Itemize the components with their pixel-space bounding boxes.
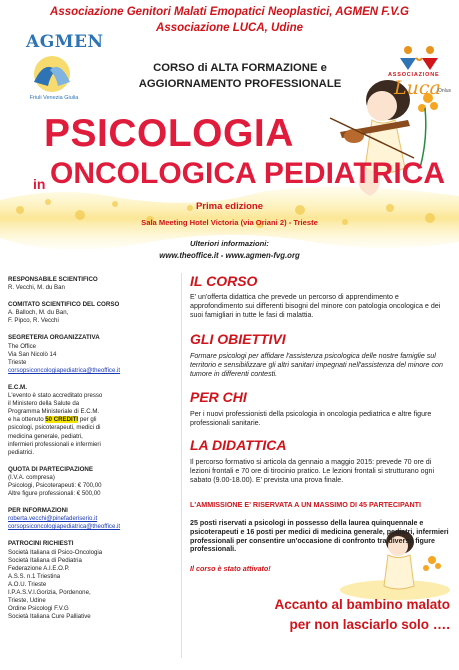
ecm-line-1: L'evento è stato accreditato presso [8, 392, 103, 400]
header-association-agmen: Associazione Genitori Malati Emopatici Neoplastici, AGMEN F.V.G [50, 6, 409, 18]
luca-logo-name: Luca [394, 77, 441, 99]
responsabile-block [8, 276, 178, 292]
ecm-line-4c: per gli [78, 416, 97, 424]
quota-heading: QUOTA DI PARTECIPAZIONE [8, 465, 94, 473]
ecm-line-4 [8, 416, 178, 424]
agmen-logo-region: Friuli Venezia Giulia [29, 95, 79, 101]
section-heading-didattica: LA DIDATTICA [190, 437, 287, 453]
quota-line-1: (I.V.A. compresa) [8, 473, 55, 481]
title-in: in [33, 176, 46, 192]
closing-slogan-line2: per non lasciarlo solo …. [289, 617, 450, 632]
quota-line-2: Psicologi, Psicoterapeuti: € 700,00 [8, 481, 102, 489]
agmen-logo [22, 32, 104, 104]
patrocini-item: Società Italiana di Psico-Oncologia [8, 548, 103, 556]
info-email-link-1[interactable]: roberta.vecchi@pinefaderiserio.it [8, 515, 98, 523]
course-type-line2: AGGIORNAMENTO PROFESSIONALE [138, 78, 342, 90]
agmen-logo-text: AGMEN [26, 32, 104, 52]
title-sub: ONCOLOGICA PEDIATRICA [50, 157, 445, 190]
title-main: PSICOLOGIA [44, 112, 294, 155]
segreteria-heading: SEGRETERIA ORGANIZZATIVA [8, 334, 100, 342]
segreteria-line-1: The Office [8, 342, 36, 350]
luca-logo-onlus: Onlus [438, 88, 452, 94]
patrocini-item: I.P.A.S.V.I.Gorizia, Pordenone, [8, 589, 91, 596]
agmen-birds-icon [24, 52, 80, 94]
section-text-perchi: Per i nuovi professionisti della psicologia in oncologia pediatrica e altre figure professionali sanitarie. [190, 410, 432, 427]
ammissione-heading: L'AMMISSIONE E' RISERVATA A UN MASSIMO DI 45 PARTECIPANTI [190, 500, 422, 509]
responsabile-heading: RESPONSABILE SCIENTIFICO [8, 276, 98, 283]
section-heading-perchi: PER CHI [190, 389, 247, 405]
course-activated-note: Il corso è stato attivato! [190, 564, 271, 573]
header-association-luca: Associazione LUCA, Udine [156, 22, 303, 34]
column-divider [181, 273, 182, 658]
info-block [8, 507, 178, 531]
course-type-line1: CORSO di ALTA FORMAZIONE e [153, 62, 327, 74]
ammissione-text: 25 posti riservati a psicologi in possesso della laurea quinquennale e psicoterapeuti e 16 posti per medici di medicina generale, pediatri, infermieri professionali per consentire un'occasione di confronto tra diverse figure professionali. [190, 519, 449, 554]
section-heading-corso: IL CORSO [190, 273, 258, 289]
luca-logo [386, 44, 454, 98]
comitato-heading: COMITATO SCIENTIFICO DEL CORSO [8, 301, 120, 309]
patrocini-item: A.S.S. n.1 Triestina [8, 572, 61, 580]
ecm-line-4a: e ha ottenuto [8, 416, 46, 424]
ecm-line-6: medicina generale, pediatri, [8, 432, 83, 440]
ecm-line-2: il Ministero della Salute da [8, 400, 80, 408]
ecm-credits-highlight: 50 CREDITI [45, 416, 79, 424]
ecm-line-8: pediatrici. [8, 448, 35, 456]
venue-label: Sala Meeting Hotel Victoria (via Oriani 2) - Trieste [141, 218, 318, 227]
luca-logo-association: ASSOCIAZIONE [388, 72, 440, 78]
segreteria-line-2: Via San Nicolò 14 [8, 350, 57, 358]
comitato-names-2: F. Pipco, R. Vecchi [8, 317, 59, 325]
ecm-line-5: psicologi, psicoterapeuti, medici di [8, 424, 101, 432]
section-text-didattica: Il percorso formativo si articola da gennaio a maggio 2015: prevede 70 ore di lezioni frontali e 70 ore di tirocinio pratico. Le lezioni frontali si strutturano ogni sabato (9.00-18.00). E' prevista una prova finale. [190, 458, 435, 484]
comitato-names-1: A. Balloch, M. du Ban, [8, 309, 69, 317]
patrocini-item: Ordine Psicologi F.V.G [8, 605, 69, 613]
patrocini-item: Società Italiana di Pediatria [8, 556, 82, 564]
segreteria-email-link[interactable]: corsopsiconcologiapediatrica@theoffice.it [8, 366, 121, 374]
info-label: Ulteriori informazioni: [190, 239, 269, 248]
patrocini-block [8, 540, 178, 621]
info-websites: www.theoffice.it - www.agmen-fvg.org [159, 251, 300, 260]
patrocini-item: A.O.U. Trieste [8, 580, 47, 588]
edition-label: Prima edizione [195, 201, 264, 212]
left-column [8, 276, 178, 630]
ecm-block [8, 384, 178, 457]
patrocini-item: Federazione A.I.E.O.P. [8, 564, 70, 572]
segreteria-block [8, 334, 178, 374]
ecm-line-7: infermieri professionali e infermieri [8, 440, 101, 448]
info-email-link-2[interactable]: corsopsiconcologiapediatrica@theoffice.it [8, 523, 121, 531]
patrocini-heading: PATROCINI RICHIESTI [8, 540, 74, 548]
section-heading-obiettivi: GLI OBIETTIVI [190, 331, 286, 347]
closing-slogan-line1: Accanto al bambino malato [274, 597, 450, 612]
luca-children-icon [392, 44, 448, 72]
section-text-corso: E' un'offerta didattica che prevede un percorso di apprendimento e approfondimento sui differenti bisogni del minore con patologia oncologica e dei suoi famigliari in tutte le fasi di malattia. [190, 293, 441, 319]
quota-block [8, 466, 178, 498]
responsabile-names: R. Vecchi, M. du Ban [8, 284, 65, 292]
quota-line-3: Altre figure professionali: € 500,00 [8, 490, 101, 498]
segreteria-line-3: Trieste [8, 358, 27, 366]
ecm-heading: E.C.M. [8, 383, 27, 391]
info-heading: PER INFORMAZIONI [8, 507, 68, 515]
comitato-block [8, 301, 178, 325]
section-text-obiettivi: Formare psicologi per affidare l'assistenza psicologica delle nostre famiglie sul territorio e sensibilizzare gli altri sanitari impegnati nell'assistenza del minore con tumore in differenti contesti. [190, 352, 443, 378]
patrocini-item: Società Italiana Cure Palliative [8, 613, 91, 621]
ecm-line-3: Programma Ministeriale di E.C.M. [8, 408, 100, 416]
patrocini-item: Trieste, Udine [8, 597, 46, 605]
